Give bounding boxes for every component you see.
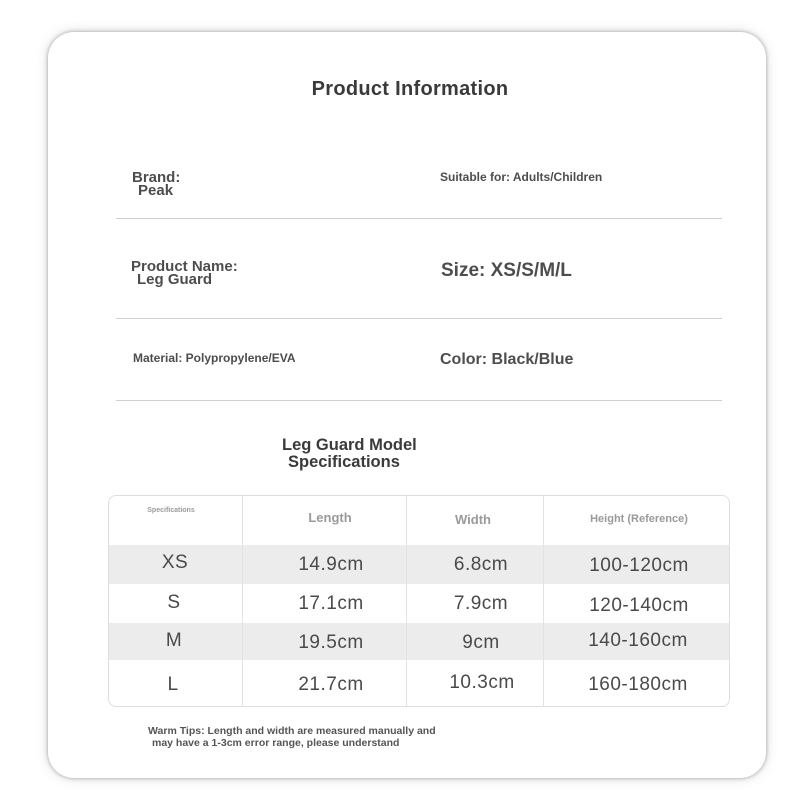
product-name-field — [131, 260, 238, 286]
cell-width: 10.3cm — [449, 672, 515, 693]
divider — [116, 318, 722, 319]
material-info: Material: Polypropylene/EVA — [133, 351, 296, 365]
header-width: Width — [455, 512, 491, 527]
tips-line2: may have a 1-3cm error range, please understand — [152, 737, 400, 749]
size-info: Size: XS/S/M/L — [441, 260, 572, 281]
brand-field — [132, 171, 180, 197]
divider — [116, 218, 722, 219]
spec-title — [282, 437, 417, 471]
header-length: Length — [308, 510, 352, 525]
cell-height: 140-160cm — [588, 630, 688, 651]
spec-table — [108, 495, 730, 707]
cell-size: L — [167, 674, 179, 695]
tips-line1: Warm Tips: Length and width are measured manually and — [148, 725, 436, 737]
column-divider — [406, 496, 407, 706]
spec-title-line2: Specifications — [288, 453, 400, 471]
cell-length: 21.7cm — [298, 674, 364, 695]
divider — [116, 400, 722, 401]
suitable-for: Suitable for: Adults/Children — [440, 170, 603, 184]
cell-width: 9cm — [462, 632, 500, 653]
warm-tips — [148, 725, 436, 749]
cell-height: 120-140cm — [589, 595, 689, 616]
column-divider — [242, 496, 243, 706]
cell-height: 160-180cm — [588, 674, 688, 695]
product-name-label: Product Name: — [131, 258, 238, 275]
cell-width: 7.9cm — [453, 593, 509, 614]
cell-length: 17.1cm — [298, 593, 364, 614]
header-specifications: Specifications — [147, 507, 195, 514]
brand-label: Brand: — [132, 169, 181, 186]
cell-length: 19.5cm — [298, 632, 364, 653]
page-title: Product Information — [311, 78, 509, 100]
cell-length: 14.9cm — [298, 554, 364, 575]
product-name-value: Leg Guard — [137, 271, 213, 288]
cell-width: 6.8cm — [453, 554, 509, 575]
header-height: Height (Reference) — [590, 513, 688, 525]
brand-value: Peak — [138, 182, 174, 199]
cell-height: 100-120cm — [589, 555, 689, 576]
color-info: Color: Black/Blue — [440, 351, 574, 368]
cell-size: M — [165, 630, 183, 651]
cell-size: XS — [161, 552, 189, 573]
cell-size: S — [167, 592, 181, 613]
column-divider — [543, 496, 544, 706]
spec-title-line1: Leg Guard Model — [282, 436, 417, 454]
